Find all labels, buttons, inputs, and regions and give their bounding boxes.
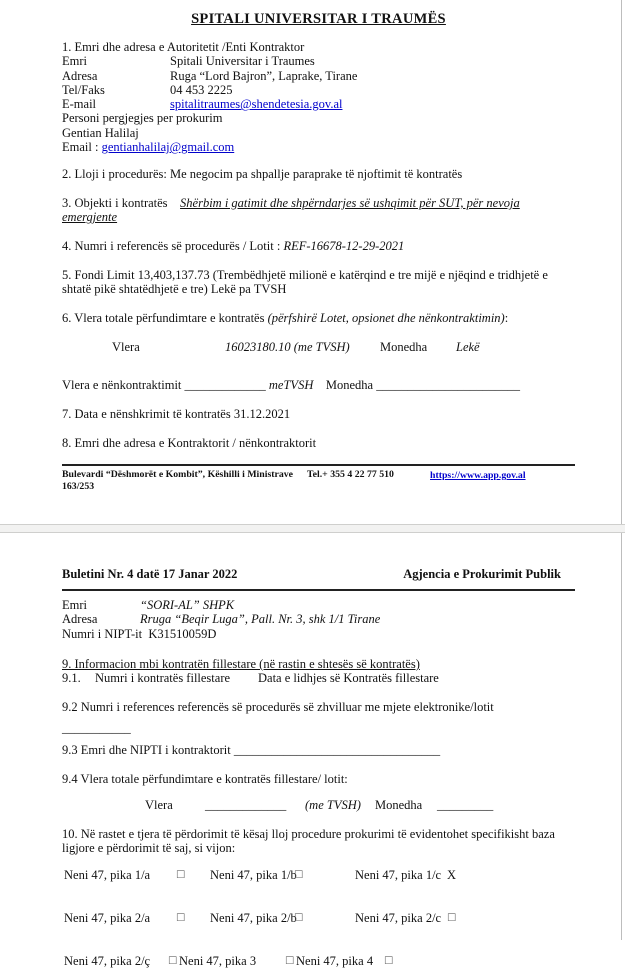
- section-9-1-right: Data e lidhjes së Kontratës fillestare: [258, 671, 439, 686]
- section-3-label: 3. Objekti i kontratës: [62, 196, 168, 210]
- neni-47-2a-label: Neni 47, pika 2/a: [64, 911, 151, 925]
- section-4-value: REF-16678-12-29-2021: [283, 239, 405, 253]
- section-6: [62, 311, 575, 325]
- section-5: 5. Fondi Limit 13,403,137.73 (Trembëdhjetë milionë e katërqind e tre mijë e njëqind e tridhjetë e shtatë pikë shtatëdhjetë e tre) Lekë pa TVSH: [62, 268, 548, 297]
- field-value: Rruga “Beqir Luga”, Pall. Nr. 3, shk 1/1 Tirane: [140, 612, 381, 627]
- nipt-value: K31510059D: [148, 626, 217, 641]
- document-title: [62, 12, 575, 26]
- bulletin-header: [62, 567, 575, 581]
- vlera-row-2: [62, 798, 575, 814]
- neni-47-1a-checkbox[interactable]: ☐: [176, 869, 186, 881]
- neni-row-3: [62, 954, 625, 969]
- nenkontraktimi-row: [62, 378, 575, 392]
- field-label: Adresa: [62, 612, 98, 627]
- section-6-paren: (përfshirë Lotet, opsionet dhe nënkontraktimin): [267, 311, 505, 325]
- contact-heading: Personi pergjegjes per prokurim: [62, 111, 223, 126]
- section-9-1: [62, 671, 575, 686]
- section-4: [62, 239, 575, 253]
- section-9-2-blank: ___________: [62, 721, 131, 735]
- vlera-value: 16023180.10 (me TVSH): [225, 340, 350, 354]
- neni-47-2a-checkbox[interactable]: ☐: [176, 912, 186, 924]
- section-9-3: [62, 743, 575, 757]
- section-3-value: Shërbim i gatimit dhe shpërndarjes së ushqimit për SUT, për nevoja emergjente: [62, 196, 520, 225]
- page-separator: [0, 524, 625, 533]
- contact-email-row: [62, 140, 575, 154]
- monedha-label: Monedha: [380, 340, 428, 354]
- contractor-block: [62, 598, 575, 641]
- field-row-adresa: [62, 612, 575, 626]
- nenkontraktimi-monedha-label: Monedha: [325, 378, 374, 392]
- section-6-colon: :: [504, 311, 509, 325]
- monedha-label: Monedha: [375, 798, 423, 812]
- footer-app-link[interactable]: https://www.app.gov.al: [430, 470, 526, 481]
- neni-47-2b-checkbox[interactable]: ☐: [294, 912, 304, 924]
- document-page-2: [0, 533, 622, 968]
- section-6-label: 6. Vlera totale përfundimtare e kontratës: [62, 311, 268, 325]
- neni-47-1b-label: Neni 47, pika 1/b: [210, 868, 297, 882]
- section-9-1-num: 9.1.: [62, 671, 81, 686]
- neni-47-1c-checkbox[interactable]: X: [447, 868, 457, 882]
- vlera-label: Vlera: [145, 798, 173, 812]
- contact-email-link[interactable]: gentianhalilaj@gmail.com: [101, 140, 235, 155]
- footer-address-block: [62, 469, 394, 492]
- field-value: “SORI-AL” SHPK: [140, 598, 235, 612]
- neni-47-1b-checkbox[interactable]: ☐: [294, 869, 304, 881]
- neni-47-1c-label: Neni 47, pika 1/c: [355, 868, 442, 882]
- footer-address: Bulevardi “Dëshmorët e Kombit”, Këshilli i Ministrave: [62, 469, 294, 480]
- field-label: Adresa: [62, 68, 98, 83]
- nenkontraktimi-metvsh: meTVSH: [268, 378, 314, 392]
- section-9-3-blank: _________________________________: [233, 743, 441, 757]
- section-1-heading: 1. Emri dhe adresa e Autoritetit /Enti Kontraktor: [62, 40, 305, 54]
- nipt-label: Numri i NIPT-it: [62, 626, 143, 641]
- contact-name: Gentian Halilaj: [62, 125, 139, 140]
- field-label: Emri: [62, 598, 87, 612]
- document-title-text: SPITALI UNIVERSITAR I TRAUMËS: [191, 11, 446, 27]
- vlera-label: Vlera: [112, 340, 140, 354]
- vlera-blank: _____________: [205, 798, 287, 812]
- section-3: [62, 196, 575, 225]
- field-row-email: [62, 97, 575, 111]
- neni-47-2c-cedilla-checkbox[interactable]: ☐: [168, 955, 178, 967]
- footer-line2: 163/253: [62, 480, 95, 492]
- field-value: 04 453 2225: [170, 82, 233, 97]
- neni-47-2c-checkbox[interactable]: ☐: [447, 912, 457, 924]
- neni-47-1a-label: Neni 47, pika 1/a: [64, 868, 151, 882]
- footer-divider: [62, 464, 575, 466]
- field-row-emri: [62, 598, 575, 612]
- section-9: [62, 657, 575, 686]
- neni-47-2c-label: Neni 47, pika 2/c: [355, 911, 442, 925]
- neni-47-2b-label: Neni 47, pika 2/b: [210, 911, 297, 925]
- neni-47-3-checkbox[interactable]: ☐: [285, 955, 295, 967]
- monedha-value: Lekë: [456, 340, 480, 354]
- agency-name: Agjencia e Prokurimit Publik: [403, 567, 561, 581]
- section-4-label: 4. Numri i referencës së procedurës / Lotit :: [62, 239, 281, 253]
- neni-row-2: [62, 911, 625, 926]
- nenkontraktimi-blank: _____________: [184, 378, 266, 392]
- field-label: Tel/Faks: [62, 82, 105, 97]
- section-9-1-left: Numri i kontratës fillestare: [95, 671, 231, 686]
- field-value: Ruga “Lord Bajron”, Laprake, Tirane: [170, 68, 358, 83]
- neni-47-4-label: Neni 47, pika 4: [296, 954, 374, 968]
- field-label: E-mail: [62, 97, 97, 112]
- vlera-row: [62, 340, 575, 356]
- section-9-4: 9.4 Vlera totale përfundimtare e kontratës fillestare/ lotit:: [62, 772, 348, 786]
- section-1: [62, 40, 575, 154]
- monedha-blank: _________: [437, 798, 494, 812]
- contact-email-label: Email :: [62, 140, 102, 155]
- section-9-heading: 9. Informacion mbi kontratën fillestare (në rastin e shtesës së kontratës): [62, 657, 420, 671]
- vlera-paren: (me TVSH): [305, 798, 361, 812]
- section-7: 7. Data e nënshkrimit të kontratës 31.12.2021: [62, 407, 291, 421]
- footer-tel: Tel.+ 355 4 22 77 510: [307, 469, 394, 480]
- neni-47-3-label: Neni 47, pika 3: [179, 954, 257, 968]
- neni-row-1: [62, 868, 625, 883]
- field-row-emri: [62, 54, 575, 68]
- authority-email-link[interactable]: spitalitraumes@shendetesia.gov.al: [170, 97, 343, 112]
- field-label: Emri: [62, 54, 87, 69]
- neni-47-2c-cedilla-label: Neni 47, pika 2/ç: [64, 954, 151, 968]
- nenkontraktimi-label: Vlera e nënkontraktimit: [62, 378, 182, 392]
- header-divider: [62, 589, 575, 591]
- section-10: 10. Në rastet e tjera të përdorimit të kësaj lloj procedure prokurimi të evidentohet specifikisht baza ligjore e përdorimit të saj, si vijon:: [62, 827, 555, 856]
- nipt-row: [62, 627, 575, 641]
- field-row-telfaks: [62, 83, 575, 97]
- field-value: Spitali Universitar i Traumes: [170, 54, 315, 69]
- section-9-2: 9.2 Numri i references referencës së procedurës së zhvilluar me mjete elektronike/lotit: [62, 700, 494, 714]
- nenkontraktimi-monedha-blank: _______________________: [376, 378, 520, 392]
- section-9-3-label: 9.3 Emri dhe NIPTI i kontraktorit: [62, 743, 231, 757]
- section-8: 8. Emri dhe adresa e Kontraktorit / nënkontraktorit: [62, 436, 317, 450]
- section-2: 2. Lloji i procedurës: Me negocim pa shpallje paraprake të njoftimit të kontratës: [62, 167, 463, 181]
- bulletin-title: Buletini Nr. 4 datë 17 Janar 2022: [62, 567, 238, 581]
- field-row-adresa: [62, 69, 575, 83]
- page-footer: [62, 469, 575, 492]
- neni-47-4-checkbox[interactable]: ☐: [384, 955, 394, 967]
